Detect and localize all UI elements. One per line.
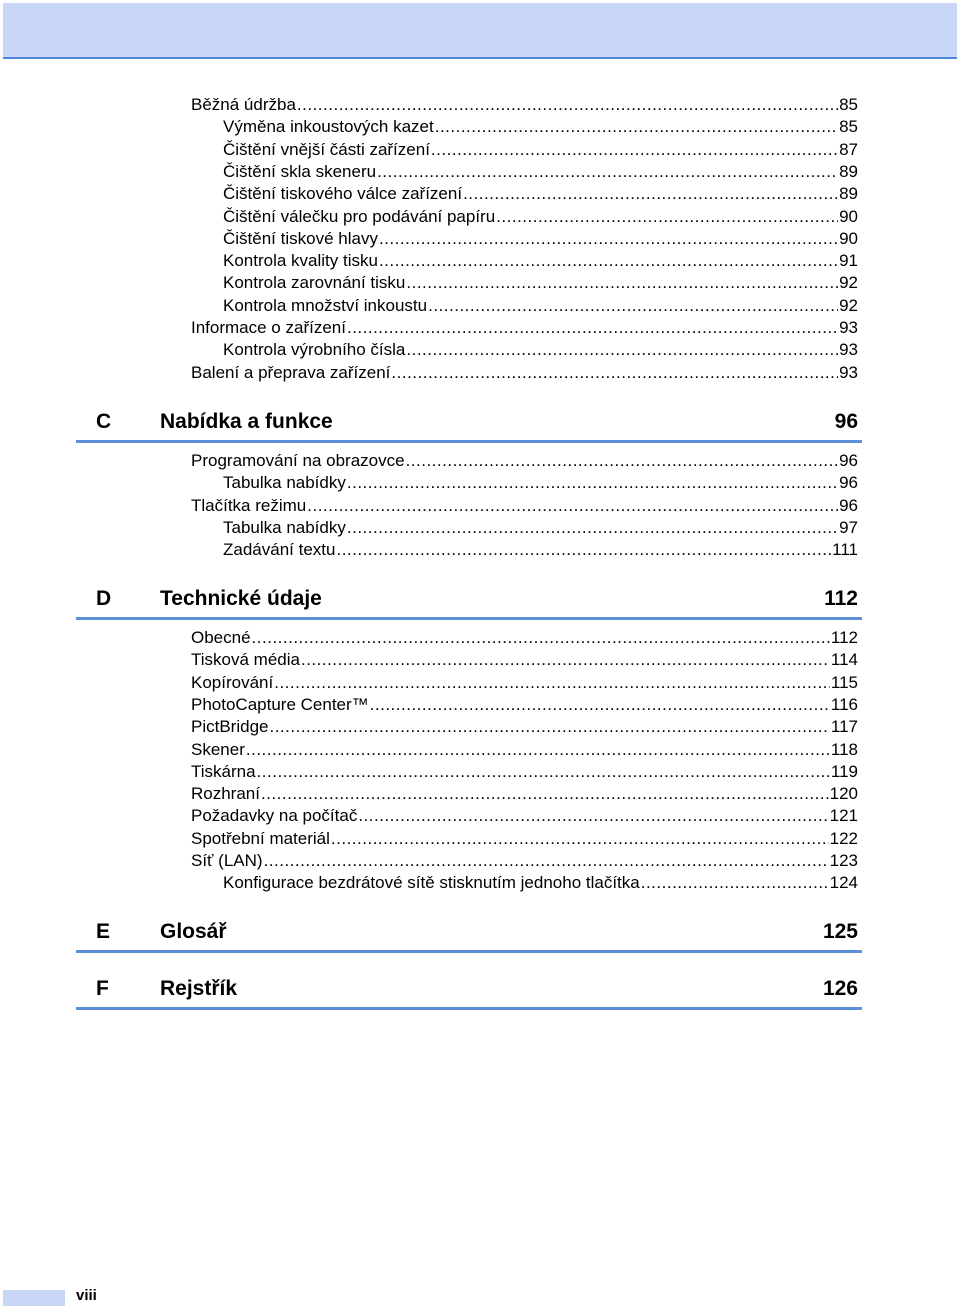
toc-entry-title: Čištění vnější části zařízení	[223, 139, 430, 159]
toc-entry[interactable]	[191, 672, 858, 694]
dot-leader	[274, 672, 830, 694]
toc-entry-title: Tabulka nabídky	[223, 517, 346, 537]
toc-entry-page: 91	[839, 251, 858, 271]
chapter-letter: F	[96, 977, 109, 1000]
toc-entry-title: Běžná údržba	[191, 95, 296, 114]
dot-leader	[641, 872, 829, 894]
toc-entry-page: 114	[830, 650, 858, 670]
toc-entry-page: 124	[829, 873, 858, 893]
toc-entry-page: 115	[830, 672, 858, 692]
dot-leader	[347, 317, 838, 339]
chapter-e-heading[interactable]	[76, 914, 862, 953]
dot-leader	[379, 228, 838, 250]
toc-entry[interactable]	[191, 761, 858, 783]
chapter-letter: D	[96, 587, 112, 610]
toc-entry-title: Čištění tiskového válce zařízení	[223, 184, 463, 204]
toc-entry[interactable]	[223, 295, 858, 317]
toc-entry-title: Kontrola kvality tisku	[223, 251, 378, 271]
toc-entry[interactable]	[191, 450, 858, 472]
dot-leader	[391, 362, 838, 384]
toc-entry-title: Kopírování	[191, 672, 274, 692]
toc-entry-page: 85	[839, 95, 858, 114]
chapter-page: 96	[834, 410, 858, 433]
chapter-letter: E	[96, 920, 111, 943]
toc-entry[interactable]	[223, 539, 858, 561]
toc-entry-page: 89	[839, 184, 858, 204]
page-number: viii	[76, 1287, 97, 1304]
toc-entry-title: Programování na obrazovce	[191, 451, 405, 470]
toc-entry-page: 111	[832, 540, 858, 560]
toc-entry-page: 96	[839, 473, 858, 493]
toc-entry-page: 121	[829, 806, 858, 826]
toc-entry-title: Konfigurace bezdrátové sítě stisknutím jednoho tlačítka	[223, 873, 640, 893]
toc-entry[interactable]	[191, 627, 858, 649]
toc-entry[interactable]	[191, 317, 858, 339]
chapter-letter: C	[96, 410, 112, 433]
toc-entry-page: 118	[830, 739, 858, 759]
toc-entry-page: 87	[839, 139, 858, 159]
toc-entry[interactable]	[191, 694, 858, 716]
toc-entry-title: Zadávání textu	[223, 540, 336, 560]
chapter-d-heading[interactable]	[76, 581, 862, 620]
toc-entry-page: 97	[839, 517, 858, 537]
dot-leader	[435, 116, 838, 138]
toc-entry-page: 123	[829, 851, 858, 870]
toc-entry-page: 89	[839, 161, 858, 181]
toc-entry[interactable]	[191, 805, 858, 827]
toc-entry-title: Výměna inkoustových kazet	[223, 117, 434, 137]
toc-entry[interactable]	[223, 228, 858, 250]
toc-entry-title: Spotřební materiál	[191, 828, 330, 848]
dot-leader	[358, 805, 828, 827]
dot-leader	[463, 183, 838, 205]
toc-entry[interactable]	[223, 272, 858, 294]
footer-band	[3, 1290, 65, 1306]
dot-leader	[428, 295, 838, 317]
chapter-title: Technické údaje	[160, 587, 322, 610]
toc-entry[interactable]	[223, 517, 858, 539]
dot-leader	[379, 250, 838, 272]
toc-entry[interactable]	[223, 472, 858, 494]
toc-entry-page: 116	[830, 694, 858, 714]
toc-entry-title: PictBridge	[191, 717, 269, 737]
toc-entry[interactable]	[191, 716, 858, 738]
dot-leader	[261, 783, 829, 805]
dot-leader	[370, 694, 830, 716]
chapter-c-heading[interactable]	[76, 404, 862, 443]
dot-leader	[269, 716, 829, 738]
dot-leader	[301, 649, 830, 671]
toc-entry[interactable]	[191, 362, 858, 384]
toc-entry[interactable]	[223, 206, 858, 228]
dot-leader	[496, 206, 838, 228]
dot-leader	[377, 161, 838, 183]
toc-entry[interactable]	[191, 783, 858, 805]
dot-leader	[257, 761, 830, 783]
chapter-title: Rejstřík	[160, 977, 238, 1000]
toc-entry[interactable]	[223, 183, 858, 205]
toc-entry-title: Kontrola zarovnání tisku	[223, 273, 406, 293]
chapter-title: Nabídka a funkce	[160, 410, 333, 433]
dot-leader	[246, 739, 830, 761]
toc-entry-page: 93	[839, 362, 858, 382]
toc-entry-title: Obecné	[191, 628, 251, 647]
chapter-page: 126	[822, 977, 858, 1000]
toc-entry-page: 90	[839, 228, 858, 248]
toc-entry-title: Tlačítka režimu	[191, 495, 307, 515]
toc-entry-title: Čištění tiskové hlavy	[223, 228, 378, 248]
dot-leader	[347, 517, 838, 539]
toc-entry[interactable]	[191, 850, 858, 872]
chapter-page: 125	[822, 920, 858, 943]
toc-entry-page: 119	[830, 761, 858, 781]
toc-entry[interactable]	[223, 116, 858, 138]
dot-leader	[264, 850, 829, 872]
dot-leader	[307, 495, 838, 517]
dot-leader	[347, 472, 838, 494]
toc-entry-page: 96	[839, 495, 858, 515]
toc-entry-title: Čištění válečku pro podávání papíru	[223, 206, 496, 226]
toc-entry-page: 117	[830, 717, 858, 737]
toc-entry-title: Skener	[191, 739, 245, 759]
chapter-page: 112	[824, 587, 858, 610]
chapter-title: Glosář	[160, 920, 227, 943]
toc-entry[interactable]	[223, 339, 858, 361]
toc-entry-page: 96	[839, 451, 858, 470]
toc-entry[interactable]	[191, 94, 858, 116]
toc-entry-page: 93	[839, 340, 858, 360]
toc-entry[interactable]	[191, 495, 858, 517]
toc-entry-title: Informace o zařízení	[191, 318, 346, 337]
toc-entry[interactable]	[191, 649, 858, 671]
toc-entry-title: Čištění skla skeneru	[223, 161, 377, 181]
toc-entry-title: Síť (LAN)	[191, 851, 263, 870]
toc-entry-title: Požadavky na počítač	[191, 806, 358, 826]
chapter-f-heading[interactable]	[76, 971, 862, 1010]
toc-entry-page: 112	[830, 628, 858, 647]
dot-leader	[431, 139, 838, 161]
toc-entry-title: Tisková média	[191, 650, 300, 670]
toc-entry-title: Balení a přeprava zařízení	[191, 362, 391, 382]
toc-entry[interactable]	[223, 161, 858, 183]
dot-leader	[252, 627, 830, 649]
dot-leader	[406, 339, 838, 361]
dot-leader	[336, 539, 831, 561]
toc-entry-page: 92	[839, 273, 858, 293]
toc-entry-page: 90	[839, 206, 858, 226]
header-band	[3, 3, 957, 59]
toc-entry-title: Tabulka nabídky	[223, 473, 346, 493]
toc-entry-title: Tiskárna	[191, 761, 256, 781]
dot-leader	[406, 450, 839, 472]
dot-leader	[297, 94, 838, 116]
toc-entry[interactable]	[223, 250, 858, 272]
toc-entry-title: Kontrola množství inkoustu	[223, 295, 428, 315]
toc-entry-page: 93	[839, 318, 858, 337]
toc-entry-title: Kontrola výrobního čísla	[223, 340, 406, 360]
dot-leader	[406, 272, 838, 294]
toc-entry[interactable]	[223, 139, 858, 161]
toc-entry-page: 92	[839, 295, 858, 315]
toc-entry[interactable]	[191, 828, 858, 850]
toc-entry[interactable]	[191, 739, 858, 761]
toc-entry-page: 85	[839, 117, 858, 137]
toc-entry[interactable]	[223, 872, 858, 894]
toc-entry-title: Rozhraní	[191, 784, 260, 804]
dot-leader	[331, 828, 829, 850]
toc-entry-title: PhotoCapture Center™	[191, 694, 369, 714]
toc-entry-page: 122	[829, 828, 858, 848]
toc-entry-page: 120	[829, 784, 858, 804]
